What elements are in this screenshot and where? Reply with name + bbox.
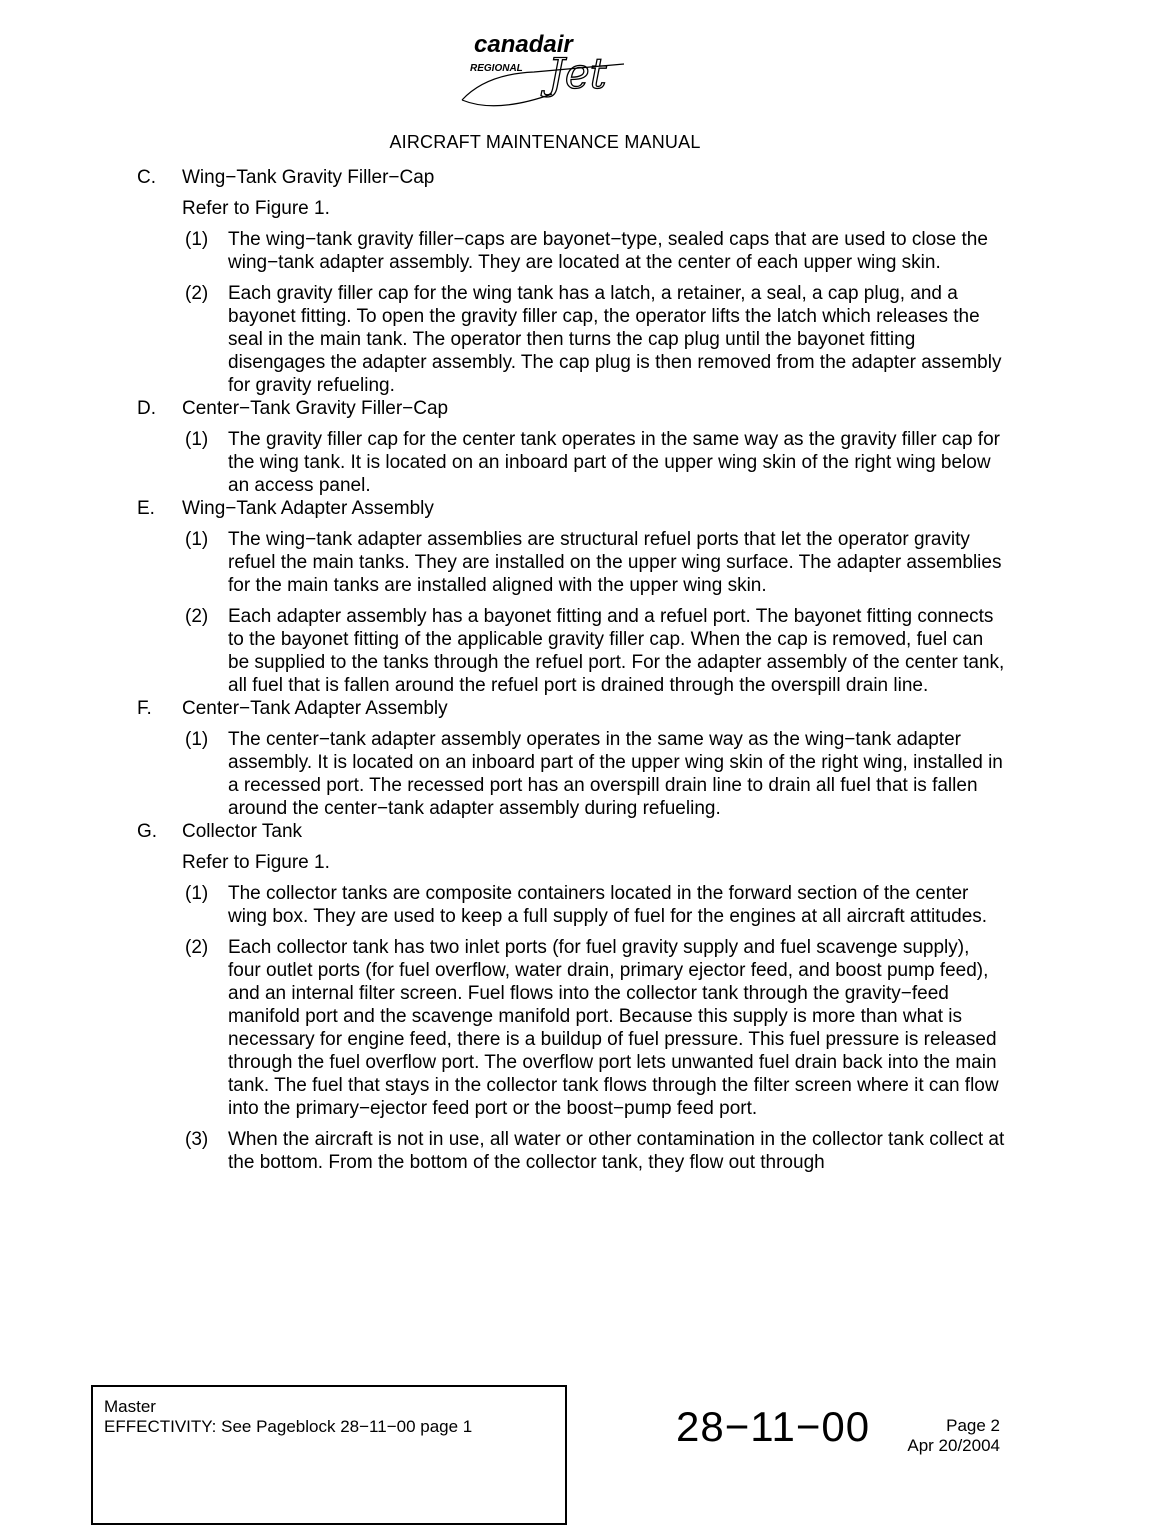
- list-item: [185, 936, 1007, 1120]
- logo-script-text: Jet: [548, 49, 607, 98]
- logo-graphic: [456, 30, 636, 110]
- item-text: Each adapter assembly has a bayonet fitting and a refuel port. The bayonet fitting connects to the bayonet fitting of the applicable gravity filler cap. When the cap is removed, fuel can be supplied to the tanks through the refuel port. For the adapter assembly of the center tank, all fuel that is fallen around the refuel port is drained through the overspill drain line.: [228, 606, 1005, 696]
- item-number: (3): [185, 1129, 209, 1150]
- figure-reference: Refer to Figure 1.: [182, 852, 330, 873]
- section-letter: E.: [137, 498, 155, 519]
- section-title: Wing−Tank Adapter Assembly: [182, 498, 434, 519]
- item-number: (2): [185, 283, 209, 304]
- list-item: [185, 882, 1007, 928]
- section: [137, 497, 1007, 697]
- master-label: Master: [104, 1397, 156, 1416]
- list-item: [185, 1128, 1007, 1174]
- section-letter: D.: [137, 398, 156, 419]
- item-text: The wing−tank gravity filler−caps are bayonet−type, sealed caps that are used to close the wing−tank adapter assembly. They are located at the center of each upper wing skin.: [228, 229, 988, 273]
- section: [137, 397, 1007, 497]
- manual-title: AIRCRAFT MAINTENANCE MANUAL: [389, 132, 701, 152]
- section: [137, 166, 1007, 397]
- section-heading: [137, 166, 1007, 189]
- section-letter: F.: [137, 698, 152, 719]
- item-text: Each collector tank has two inlet ports (for fuel gravity supply and fuel scavenge supply), four outlet ports (for fuel overflow, water drain, primary ejector feed, and boost pump feed), and an internal filter screen. Fuel flows into the collector tank through the gravity−feed manifold port and the scavenge manifold port. Because this supply is more than what is necessary for engine feed, there is a buildup of fuel pressure. This fuel pressure is released through the fuel overflow port. The overflow port lets unwanted fuel drain back into the main tank. The fuel that stays in the collector tank flows through the filter screen where it can flow into the primary−ejector feed port or the boost−pump feed port.: [228, 937, 999, 1119]
- section-letter: G.: [137, 821, 158, 842]
- canadair-regional-jet-logo: [456, 30, 636, 110]
- item-text: The collector tanks are composite containers located in the forward section of the center wing box. They are used to keep a full supply of fuel for the engines at all aircraft attitudes.: [228, 883, 988, 927]
- section-heading: [137, 697, 1007, 720]
- page-number: Page 2: [946, 1416, 1000, 1435]
- revision-date: Apr 20/2004: [907, 1436, 1000, 1455]
- logo-swoosh-lower: [462, 94, 552, 106]
- item-text: The gravity filler cap for the center tank operates in the same way as the gravity filler cap for the wing tank. It is located on an inboard part of the upper wing skin of the right wing below an access panel.: [228, 429, 1000, 496]
- item-number: (2): [185, 606, 209, 627]
- list-item: [185, 428, 1007, 497]
- effectivity-box: [91, 1385, 567, 1525]
- item-number: (1): [185, 529, 209, 550]
- figure-reference: Refer to Figure 1.: [182, 198, 330, 219]
- item-number: (1): [185, 729, 209, 750]
- section-heading: [137, 397, 1007, 420]
- logo-brand-text: canadair: [474, 31, 573, 58]
- list-item: [185, 528, 1007, 597]
- effectivity-text: EFFECTIVITY: See Pageblock 28−11−00 page 1: [104, 1417, 473, 1436]
- section: [137, 697, 1007, 820]
- section-title: Wing−Tank Gravity Filler−Cap: [182, 167, 435, 188]
- chapter-code: 28−11−00: [676, 1403, 871, 1450]
- item-number: (1): [185, 429, 209, 450]
- section-title: Center−Tank Adapter Assembly: [182, 698, 448, 719]
- logo-sub-text: REGIONAL: [470, 63, 523, 74]
- item-text: Each gravity filler cap for the wing tank has a latch, a retainer, a seal, a cap plug, and a bayonet fitting. To open the gravity filler cap, the operator lifts the latch which releases the seal in the main tank. The operator then turns the cap plug until the bayonet fitting disengages the adapter assembly. The cap plug is then removed from the adapter assembly for gravity refueling.: [228, 283, 1002, 396]
- item-text: The wing−tank adapter assemblies are structural refuel ports that let the operator gravity refuel the main tanks. They are installed on the upper wing surface. The adapter assemblies for the main tanks are installed aligned with the upper wing skin.: [228, 529, 1002, 596]
- section-heading: [137, 497, 1007, 520]
- page-info: [880, 1416, 1000, 1456]
- list-item: [185, 282, 1007, 397]
- section: [137, 820, 1007, 1174]
- list-item: [185, 728, 1007, 820]
- section-letter: C.: [137, 167, 156, 188]
- item-number: (1): [185, 229, 209, 250]
- item-text: When the aircraft is not in use, all water or other contamination in the collector tank collect at the bottom. From the bottom of the collector tank, they flow out through: [228, 1129, 1005, 1173]
- section-title: Center−Tank Gravity Filler−Cap: [182, 398, 449, 419]
- section-heading: [137, 820, 1007, 843]
- document-body: [137, 166, 1007, 1174]
- list-item: [185, 605, 1007, 697]
- list-item: [185, 228, 1007, 274]
- item-number: (1): [185, 883, 209, 904]
- section-title: Collector Tank: [182, 821, 303, 842]
- item-number: (2): [185, 937, 209, 958]
- item-text: The center−tank adapter assembly operates in the same way as the wing−tank adapter assembly. It is located on an inboard part of the upper wing skin of the right wing, installed in a recessed port. The recessed port has an overspill drain line to drain all fuel that is fallen around the center−tank adapter assembly during refueling.: [228, 729, 1003, 819]
